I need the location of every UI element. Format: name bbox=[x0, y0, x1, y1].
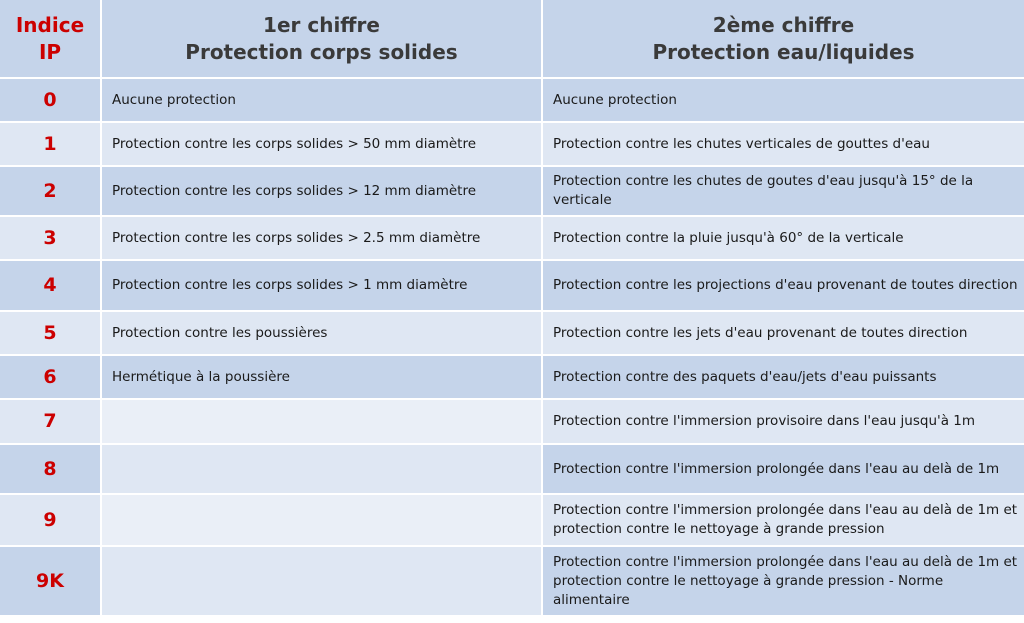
second-digit-cell: Protection contre l'immersion prolongée dans l'eau au delà de 1m et protection contre le nettoyage à grande pression - Norme alimentaire bbox=[543, 547, 1024, 617]
header-first-digit bbox=[102, 0, 543, 79]
first-digit-cell: Protection contre les corps solides > 50 mm diamètre bbox=[102, 123, 543, 167]
second-digit-cell: Protection contre les chutes de goutes d'eau jusqu'à 15° de la verticale bbox=[543, 167, 1024, 217]
ip-index-cell: 9K bbox=[0, 547, 102, 617]
header-index-ip bbox=[0, 0, 102, 79]
second-digit-cell: Protection contre l'immersion prolongée dans l'eau au delà de 1m et protection contre le nettoyage à grande pression bbox=[543, 495, 1024, 547]
table-row bbox=[0, 312, 1024, 356]
first-digit-cell: Protection contre les corps solides > 2.5 mm diamètre bbox=[102, 217, 543, 261]
table-header-row bbox=[0, 0, 1024, 79]
second-digit-cell: Protection contre les jets d'eau provenant de toutes direction bbox=[543, 312, 1024, 356]
second-digit-cell: Aucune protection bbox=[543, 79, 1024, 123]
second-digit-cell: Protection contre les projections d'eau provenant de toutes direction bbox=[543, 261, 1024, 312]
ip-index-cell: 6 bbox=[0, 356, 102, 400]
first-digit-cell-empty bbox=[102, 547, 543, 617]
table-row bbox=[0, 445, 1024, 495]
second-digit-cell: Protection contre les chutes verticales de gouttes d'eau bbox=[543, 123, 1024, 167]
ip-index-cell: 5 bbox=[0, 312, 102, 356]
table-row bbox=[0, 495, 1024, 547]
ip-index-cell: 3 bbox=[0, 217, 102, 261]
first-digit-cell: Protection contre les poussières bbox=[102, 312, 543, 356]
second-digit-cell: Protection contre des paquets d'eau/jets d'eau puissants bbox=[543, 356, 1024, 400]
ip-index-cell: 2 bbox=[0, 167, 102, 217]
header-index-line1: Indice bbox=[15, 12, 85, 37]
ip-index-cell: 7 bbox=[0, 400, 102, 445]
header-second-line2: Protection eau/liquides bbox=[652, 39, 915, 64]
second-digit-cell: Protection contre l'immersion prolongée dans l'eau au delà de 1m bbox=[543, 445, 1024, 495]
first-digit-cell: Protection contre les corps solides > 1 mm diamètre bbox=[102, 261, 543, 312]
ip-index-cell: 4 bbox=[0, 261, 102, 312]
first-digit-cell-empty bbox=[102, 495, 543, 547]
table-row bbox=[0, 79, 1024, 123]
table-row bbox=[0, 400, 1024, 445]
header-first-line2: Protection corps solides bbox=[185, 39, 458, 64]
ip-index-cell: 1 bbox=[0, 123, 102, 167]
header-first-line1: 1er chiffre bbox=[263, 12, 380, 37]
header-second-digit bbox=[543, 0, 1024, 79]
table-row bbox=[0, 356, 1024, 400]
first-digit-cell: Hermétique à la poussière bbox=[102, 356, 543, 400]
ip-index-cell: 8 bbox=[0, 445, 102, 495]
header-second-line1: 2ème chiffre bbox=[712, 12, 855, 37]
header-index-line2: IP bbox=[38, 39, 62, 64]
table-row bbox=[0, 167, 1024, 217]
first-digit-cell: Protection contre les corps solides > 12 mm diamètre bbox=[102, 167, 543, 217]
table-row bbox=[0, 217, 1024, 261]
first-digit-cell: Aucune protection bbox=[102, 79, 543, 123]
table-row bbox=[0, 261, 1024, 312]
first-digit-cell-empty bbox=[102, 400, 543, 445]
table-row bbox=[0, 123, 1024, 167]
ip-index-cell: 0 bbox=[0, 79, 102, 123]
ip-index-cell: 9 bbox=[0, 495, 102, 547]
second-digit-cell: Protection contre la pluie jusqu'à 60° de la verticale bbox=[543, 217, 1024, 261]
second-digit-cell: Protection contre l'immersion provisoire dans l'eau jusqu'à 1m bbox=[543, 400, 1024, 445]
table-row bbox=[0, 547, 1024, 617]
first-digit-cell-empty bbox=[102, 445, 543, 495]
